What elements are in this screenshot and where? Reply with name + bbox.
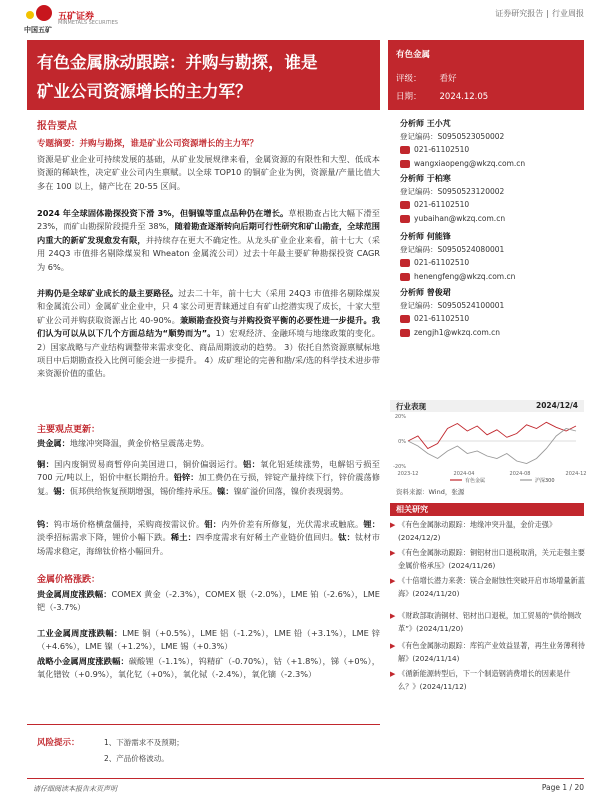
analyst-email <box>400 159 525 168</box>
analyst-reg-text: S0950524080001 <box>437 245 505 254</box>
analyst-name <box>400 173 451 184</box>
analyst-name-text: 分析师 何能锋 <box>400 232 451 241</box>
para2-bold2: 随着勘查逐渐转向后期可行性研究和矿山勘查，全球范围内重大的新矿发现愈发有限， <box>37 221 380 245</box>
related-heading: 相关研究 <box>390 503 584 516</box>
email-icon <box>400 160 410 168</box>
para2-bold: 2024 年全球固体勘探投资下滑 3%，但铜镍等重点品种仍在增长。 <box>37 208 289 218</box>
legend-label: 沪深300 <box>535 478 555 484</box>
analyst-name <box>400 287 451 298</box>
company-logo <box>22 5 118 37</box>
bullet-icon: ▶ <box>390 642 396 650</box>
date-label: 日期： <box>396 92 422 102</box>
analyst-email-text[interactable]: zengjh1@wkzq.com.cn <box>414 328 501 337</box>
sn-key: 锡： <box>53 485 70 496</box>
reg-label: 登记编码： <box>400 187 438 196</box>
tag-sep: | <box>546 9 549 18</box>
analyst-reg <box>400 131 504 142</box>
analyst-email <box>400 214 505 223</box>
risk-item-1: 1、下游需求不及预期； <box>104 738 184 747</box>
chart-svg <box>390 400 587 484</box>
analyst-reg-text: S0950523050002 <box>437 132 505 141</box>
analyst-email-text[interactable]: wangxiaopeng@wkzq.com.cn <box>414 159 526 168</box>
re-text: 四季度需求有好稀土产业链价值回归。 <box>196 532 339 543</box>
x-tick-label: 2023-12 <box>397 471 419 477</box>
email-icon <box>400 273 410 281</box>
zn-text: 加工费仍在亏损，锌锭产量持续下行，锌价震荡修复。 <box>37 472 380 496</box>
email-icon <box>400 215 410 223</box>
related-report[interactable] <box>390 519 588 544</box>
strategic-prices <box>37 655 380 682</box>
industrial-prices <box>37 627 380 654</box>
tag-research: 证券研究报告 <box>495 9 544 18</box>
logo-mark-icon <box>36 5 52 21</box>
y-tick-label: 20% <box>394 414 406 420</box>
phone-icon <box>400 201 410 209</box>
mo-key: 钼： <box>204 519 222 529</box>
related-report[interactable] <box>390 575 588 600</box>
summary-para-3 <box>37 287 380 381</box>
ni-key: 镍： <box>217 485 234 496</box>
related-report[interactable] <box>390 547 588 572</box>
sn-text: 佤邦供给恢复预期增强，锡价维持承压。 <box>69 485 218 496</box>
al-key: 铝： <box>243 459 261 469</box>
bullet-icon: ▶ <box>390 612 396 620</box>
title-line-2: 矿业公司资源增长的主力军？ <box>37 82 252 101</box>
date-value: 2024.12.05 <box>439 92 489 102</box>
industrial-points <box>37 458 380 498</box>
related-report-title: 《循新能源转型后，下一个制造钢消费增长的因素是什么？》(2024/11/12) <box>398 669 571 691</box>
industry-category: 有色金属 <box>396 50 431 60</box>
analyst-name <box>400 118 451 129</box>
analyst-tel-text: 021-61102510 <box>414 314 470 323</box>
gold-text: 地缘冲突降温，黄金价格呈震荡走势。 <box>69 438 209 448</box>
analyst-name-text: 分析师 王小芃 <box>400 119 451 128</box>
analyst-reg <box>400 244 504 255</box>
related-report-title: 《有色金属脉动跟踪：库钨产业效益显著，再生业务薄利待解》(2024/11/14) <box>398 641 585 663</box>
page-number: Page 1 / 20 <box>541 783 584 792</box>
analyst-email <box>400 272 515 281</box>
cu-text: 国内废铜贸易商暂停向美国进口，铜价偏弱运行。 <box>54 459 244 469</box>
summary-heading: 报告要点 <box>37 121 77 132</box>
related-report[interactable] <box>390 640 588 665</box>
related-report[interactable] <box>390 668 588 693</box>
bullet-icon: ▶ <box>390 521 396 529</box>
group-name: 中国五矿 <box>24 26 52 34</box>
analyst-name-text: 分析师 曾俊珺 <box>400 288 451 297</box>
legend-label: 有色金属 <box>465 478 486 484</box>
sm-key: 战略小金属周度涨跌幅： <box>37 656 129 666</box>
para3-text2: 1）宏观经济、金融环境与地缘政策的变化。 2）国家战略与产业结构调整带来需求变化、商品周期波动的趋势。 3）依托自然资源禀赋标地项目中后期勘查投入比例可能会进一步提升。 4）成矿理论的完善和勘/采/选的科学技术进步带来资源价值的重估。 <box>37 328 380 379</box>
im-text: LME 铜（+0.5%），LME 铝（-1.2%），LME 铅（+3.1%），LME 锌（+4.6%），LME 镍（+1.2%），LME 锡（+0.3%） <box>37 628 380 652</box>
sm-text: 碳酸锂（-1.1%），钨精矿（-0.70%），钴（+1.8%），锑（+0%），氧化镨钕（+0.9%），氧化钇（+0%），氧化铽（-2.4%），氧化镝（-2.3%） <box>37 656 380 680</box>
analyst-email <box>400 328 500 337</box>
summary-para-1: 资源是矿业企业可持续发展的基础，从矿业发展规律来看，金属资源的有限性和大型、低成本资源的稀缺性，决定矿业公司内生禀赋。以全球 TOP10 的铜矿企业为例，资源量/产量比值大多在 100 以上，储产比在 20-55 区间。 <box>37 154 380 191</box>
mo-text: 内外价差有所修复，光伏需求或触底。 <box>221 519 364 529</box>
analyst-tel <box>400 258 469 267</box>
y-tick-label: -20% <box>393 464 406 470</box>
pm-text: COMEX 黄金（-2.3%），COMEX 银（-2.0%），LME 铂（-2.6%），LME 钯（-3.7%） <box>37 589 380 613</box>
analyst-reg-text: S0950524100001 <box>437 301 505 310</box>
series-line-0 <box>408 422 576 448</box>
analyst-tel <box>400 200 469 209</box>
date-row <box>396 90 488 102</box>
para3-bold: 并购仍是全球矿业成长的最主要路径。 <box>37 288 179 298</box>
risk-divider <box>27 724 380 725</box>
industry-performance-chart <box>390 400 587 484</box>
analyst-name <box>400 231 451 242</box>
y-tick-label: 0% <box>398 439 406 445</box>
w-key: 钨： <box>37 519 54 529</box>
page-header <box>0 0 600 40</box>
chart-date: 2024/12/4 <box>535 401 578 410</box>
related-report-title: 《有色金属脉动跟踪：铜铝材出口退税取消，关元走强主要金属价格承压》(2024/11/26) <box>398 548 585 570</box>
report-type <box>495 8 584 19</box>
email-icon <box>400 329 410 337</box>
reg-label: 登记编码： <box>400 301 438 310</box>
gold-point <box>37 437 380 450</box>
x-tick-label: 2024-12 <box>565 471 587 477</box>
minor-points <box>37 518 380 558</box>
precious-prices <box>37 588 380 615</box>
footer-disclaimer: 请仔细阅读本报告末页声明 <box>33 785 117 793</box>
rating-row <box>396 72 457 84</box>
analyst-tel <box>400 314 469 323</box>
company-en: MINMETALS SECURITIES <box>58 20 118 26</box>
rating-value: 看好 <box>439 74 457 84</box>
phone-icon <box>400 146 410 154</box>
chart-source: 资料来源：Wind，张源 <box>396 488 465 496</box>
ti-key: 钛： <box>338 532 356 543</box>
related-report[interactable] <box>390 610 588 635</box>
li-key: 锂： <box>363 519 380 529</box>
bullet-icon: ▶ <box>390 577 396 585</box>
im-key: 工业金属周度涨跌幅： <box>37 628 123 638</box>
analyst-reg-text: S0950523120002 <box>437 187 505 196</box>
analyst-email-text[interactable]: henengfeng@wkzq.com.cn <box>414 272 516 281</box>
analyst-reg <box>400 186 504 197</box>
analyst-name-text: 分析师 于柏寒 <box>400 174 451 183</box>
title-banner <box>27 40 380 110</box>
summary-para-2 <box>37 207 380 274</box>
logo-dot-icon <box>26 11 34 19</box>
analyst-tel-text: 021-61102510 <box>414 200 470 209</box>
cu-key: 铜： <box>37 459 55 469</box>
related-report-title: 《财政部取消铜材、铝材出口退税，加工贸易的“供给侧改革”》(2024/11/20) <box>398 611 582 633</box>
company-name: 五矿证券 <box>58 12 95 22</box>
reg-label: 登记编码： <box>400 132 438 141</box>
related-report-title: 《十倍增长潜力来袭：镁合金耐蚀性突破开启市场增量新蓝海》(2024/11/20) <box>398 576 585 598</box>
para3-bold2: 兼顾勘查投资与并购投资平衡的必要性进一步提升。我们认为可以从以下几个方面总结为“顺势而为”。 <box>37 314 380 339</box>
title-line-1: 有色金属脉动跟踪：并购与勘探，谁是 <box>37 53 318 72</box>
risk-item-2: 2、产品价格波动。 <box>104 754 169 763</box>
rating-box <box>388 40 584 110</box>
para2-text: 草根勘查占比大幅下滑至 23%，而矿山勘探阶段提升至 38%， <box>37 208 380 232</box>
bullet-icon: ▶ <box>390 549 396 557</box>
analyst-tel-text: 021-61102510 <box>414 258 470 267</box>
phone-icon <box>400 259 410 267</box>
phone-icon <box>400 315 410 323</box>
w-text: 钨市场价格横盘僵持，采购商按需议价。 <box>53 519 205 529</box>
page-footer <box>27 778 584 793</box>
analyst-reg <box>400 300 504 311</box>
re-key: 稀土： <box>170 532 197 543</box>
points-heading: 主要观点更新： <box>37 425 101 435</box>
topic-line: 专题摘要：并购与勘探，谁是矿业公司资源增长的主力军？ <box>37 139 259 149</box>
al-text: 氧化铝延续涨势，电解铝亏损至 700 元/吨以上，铝价中枢长期抬升。 <box>37 459 380 483</box>
zn-key: 铅锌： <box>173 472 199 483</box>
pm-key: 贵金属周度涨跌幅： <box>37 589 112 599</box>
prices-heading: 金属价格涨跌： <box>37 575 101 585</box>
x-tick-label: 2024-04 <box>453 471 475 477</box>
reg-label: 登记编码： <box>400 245 438 254</box>
rating-label: 评级： <box>396 74 422 84</box>
tag-weekly: 行业周报 <box>552 9 584 18</box>
related-report-title: 《有色金属脉动跟踪：地缘冲突升温，金价走强》(2024/12/2) <box>398 520 557 542</box>
analyst-tel-text: 021-61102510 <box>414 145 470 154</box>
analyst-tel <box>400 145 469 154</box>
li-text: 淡季招标需求下降，锂价小幅下跌。 <box>37 532 171 543</box>
bullet-icon: ▶ <box>390 670 396 678</box>
para2-text2: 并持续存在更大不确定性。从龙头矿业企业来看，前十七大（采用 24Q3 市值排名剔除煤炭和 Wheaton 金属流公司）过去十年最主要矿种勘探投资 CAGR 为 6%。 <box>37 234 380 272</box>
ni-text: 镍矿溢价回落，镍价表现弱势。 <box>233 485 349 496</box>
risk-heading: 风险提示： <box>37 738 80 748</box>
para3-text: 过去二十年，前十七大（采用 24Q3 市值排名剔除煤炭和金属流公司）金属矿业企业中，只 4 家公司更青睐通过自有矿山挖潜实现了成长，十家大型矿业公司并购获取资源占比 40-90%。 <box>37 288 380 325</box>
chart-title: 行业表现 <box>396 402 426 411</box>
gold-key: 贵金属： <box>37 438 70 448</box>
analyst-email-text[interactable]: yubaihan@wkzq.com.cn <box>414 214 506 223</box>
x-tick-label: 2024-08 <box>509 471 531 477</box>
ti-text: 钛材市场需求稳定，海绵钛价格小幅回升。 <box>37 532 380 556</box>
